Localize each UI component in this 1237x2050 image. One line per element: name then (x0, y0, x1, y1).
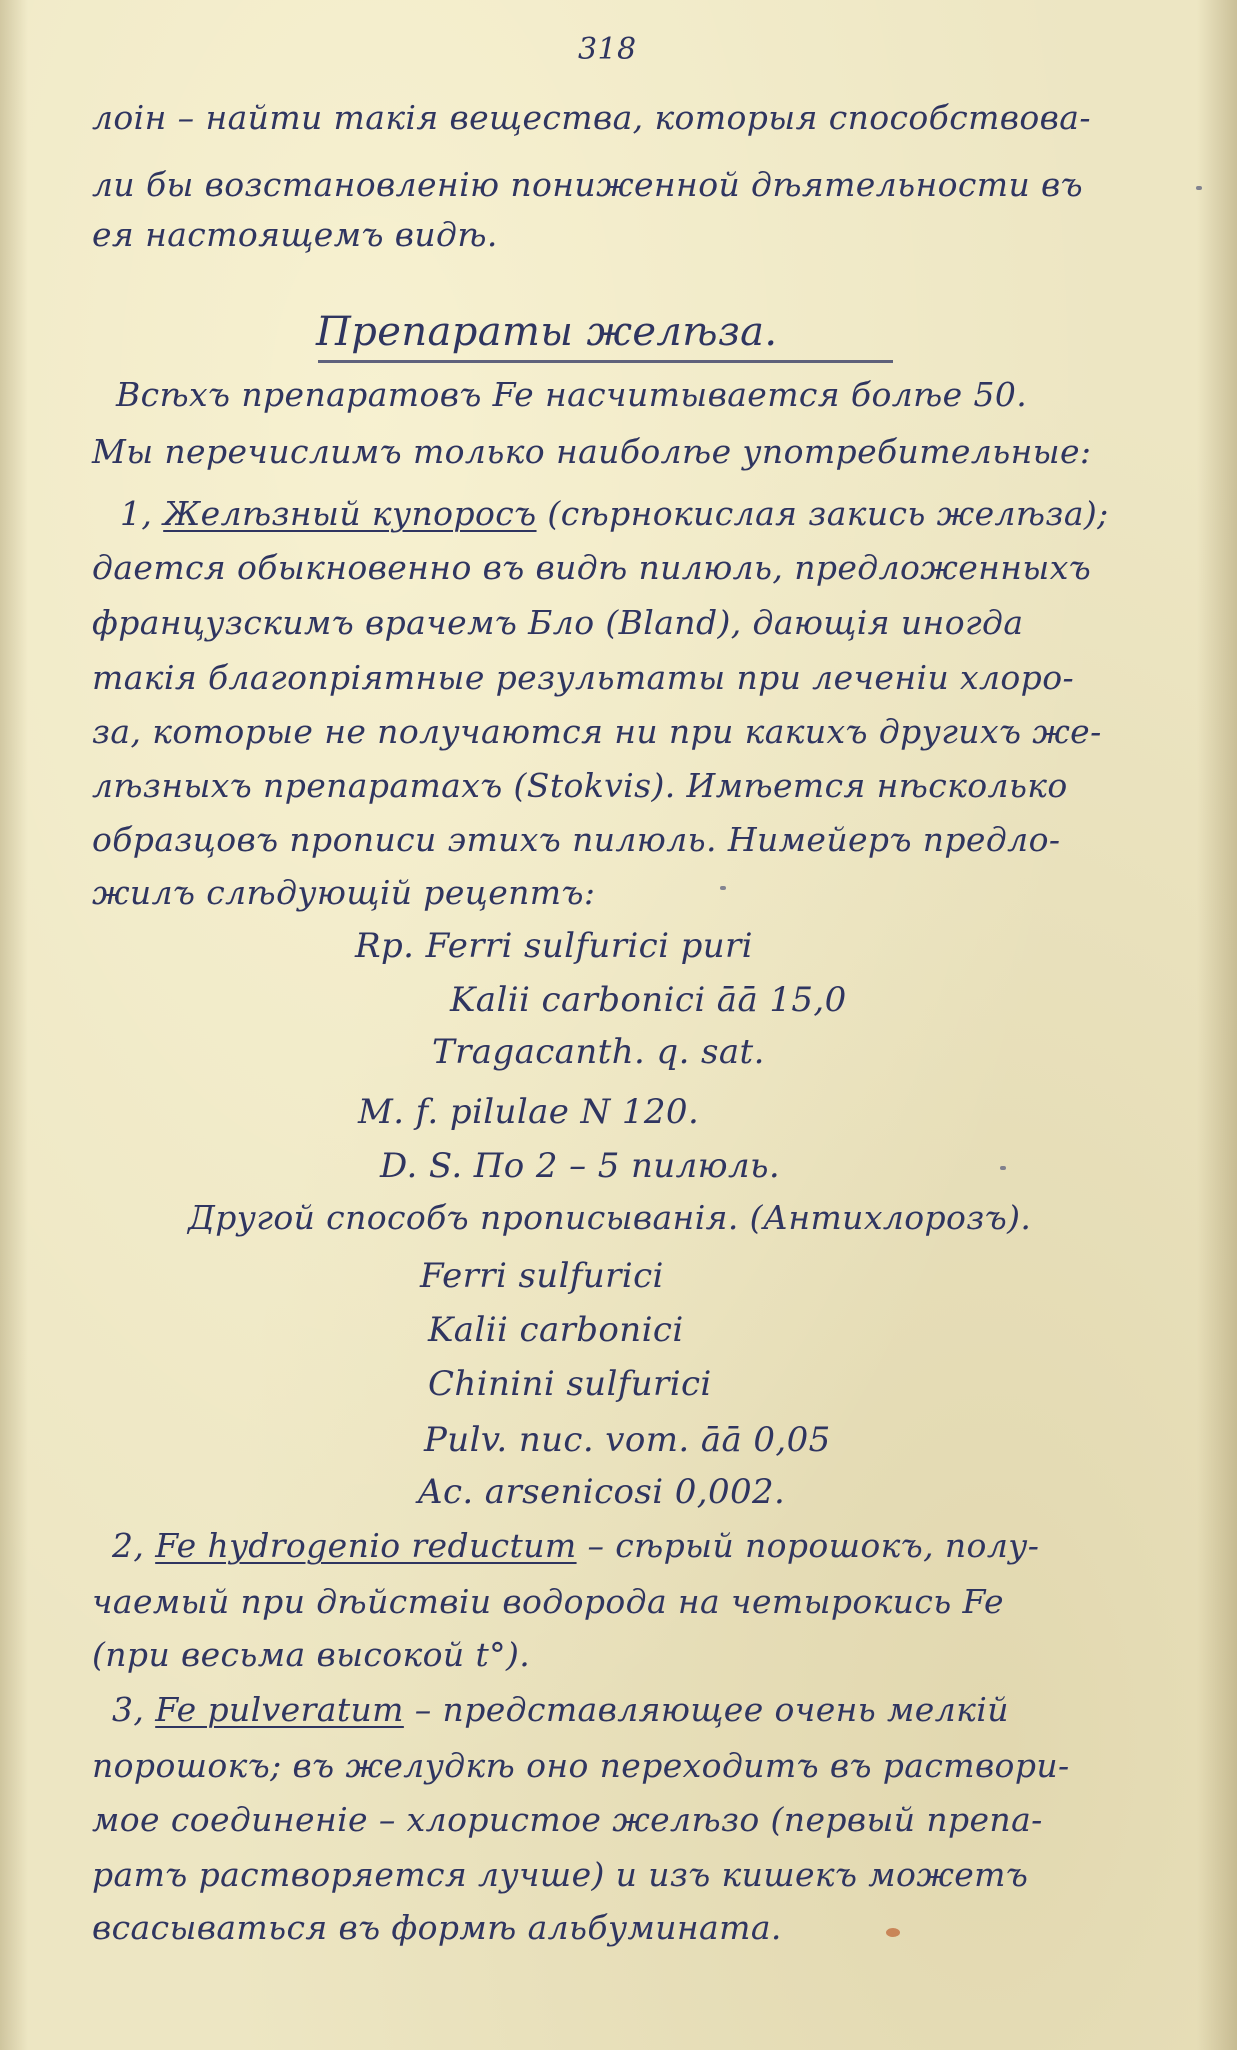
recipe2-line-1: Ferri sulfurici (420, 1256, 664, 1296)
section-title: Препараты желѣза. (316, 309, 778, 355)
intro-line-3: ея настоящемъ видѣ. (92, 215, 498, 254)
item1-line-7: образцовъ прописи этихъ пилюль. Нимейеръ предло- (92, 820, 1061, 859)
section-intro-line-2: Мы перечислимъ только наиболѣе употребительные: (92, 432, 1092, 471)
item1-line-8: жилъ слѣдующій рецептъ: (92, 873, 596, 912)
item3-line-4: ратъ растворяется лучше) и изъ кишекъ можетъ (92, 1855, 1029, 1894)
recipe1-line-1: Rp. Ferri sulfurici puri (355, 926, 753, 966)
ink-dot (720, 886, 726, 890)
item3-line-3: мое соединеніе – хлористое желѣзо (первый препа- (92, 1800, 1043, 1839)
recipe2-line-2: Kalii carbonici (428, 1310, 684, 1350)
recipe1-line-4: M. f. pilulae N 120. (358, 1092, 700, 1132)
item1-name: Желѣзный купоросъ (163, 494, 537, 533)
recipe2-line-5: Ac. arsenicosi 0,002. (418, 1472, 786, 1512)
item1-line-6: лѣзныхъ препаратахъ (Stokvis). Имѣется нѣсколько (92, 766, 1068, 805)
ink-stain (886, 1928, 900, 1937)
item3-number: 3, (112, 1690, 145, 1729)
intro-line-2: ли бы возстановленію пониженной дѣятельности въ (92, 165, 1084, 204)
ink-dot (1196, 186, 1202, 190)
recipe1-line-5: D. S. По 2 – 5 пилюль. (380, 1146, 781, 1186)
item1-number: 1, (120, 494, 153, 533)
item1-line1-rest: (сѣрнокислая закись желѣза); (547, 494, 1109, 533)
recipe2-intro: Другой способъ прописыванія. (Антихлорозъ). (188, 1198, 1032, 1237)
recipe1-line-3: Tragacanth. q. sat. (432, 1032, 765, 1072)
page-shadow-left (0, 0, 28, 2050)
item2-line-3: (при весьма высокой t°). (92, 1635, 531, 1674)
item2-line-2: чаемый при дѣйствіи водорода на четырокись Fe (92, 1582, 1004, 1621)
item3-line-1 (112, 1690, 1009, 1730)
item2-name: Fe hydrogenio reductum (155, 1526, 577, 1565)
item1-line-3: французскимъ врачемъ Бло (Bland), дающія иногда (92, 603, 1024, 642)
intro-line-1: лоін – найти такія вещества, которыя способствова- (92, 98, 1091, 137)
item2-number: 2, (112, 1526, 145, 1565)
item3-name: Fe pulveratum (155, 1690, 404, 1729)
page-shadow-right (1197, 0, 1237, 2050)
section-intro-line-1: Всѣхъ препаратовъ Fe насчитывается болѣе 50. (116, 375, 1028, 414)
item1-line-4: такія благопріятные результаты при леченіи хлоро- (92, 658, 1075, 697)
recipe1-line-2: Kalii carbonici āā 15,0 (450, 980, 847, 1020)
item2-line1-rest: – сѣрый порошокъ, полу- (587, 1526, 1040, 1565)
ink-dot (1000, 1166, 1006, 1170)
item3-line-2: порошокъ; въ желудкѣ оно переходитъ въ раствори- (92, 1746, 1070, 1785)
item3-line-5: всасываться въ формѣ альбумината. (92, 1908, 782, 1947)
item2-line-1 (112, 1526, 1039, 1566)
section-title-underline (318, 360, 893, 363)
item1-line-5: за, которые не получаются ни при какихъ другихъ же- (92, 712, 1102, 751)
page-number: 318 (578, 32, 637, 67)
recipe2-line-3: Chinini sulfurici (428, 1364, 712, 1404)
recipe2-line-4: Pulv. nuc. vom. āā 0,05 (424, 1420, 831, 1460)
item1-line-1 (120, 494, 1109, 534)
item3-line1-rest: – представляющее очень мелкій (414, 1690, 1009, 1729)
item1-line-2: дается обыкновенно въ видѣ пилюль, предложенныхъ (92, 548, 1092, 587)
